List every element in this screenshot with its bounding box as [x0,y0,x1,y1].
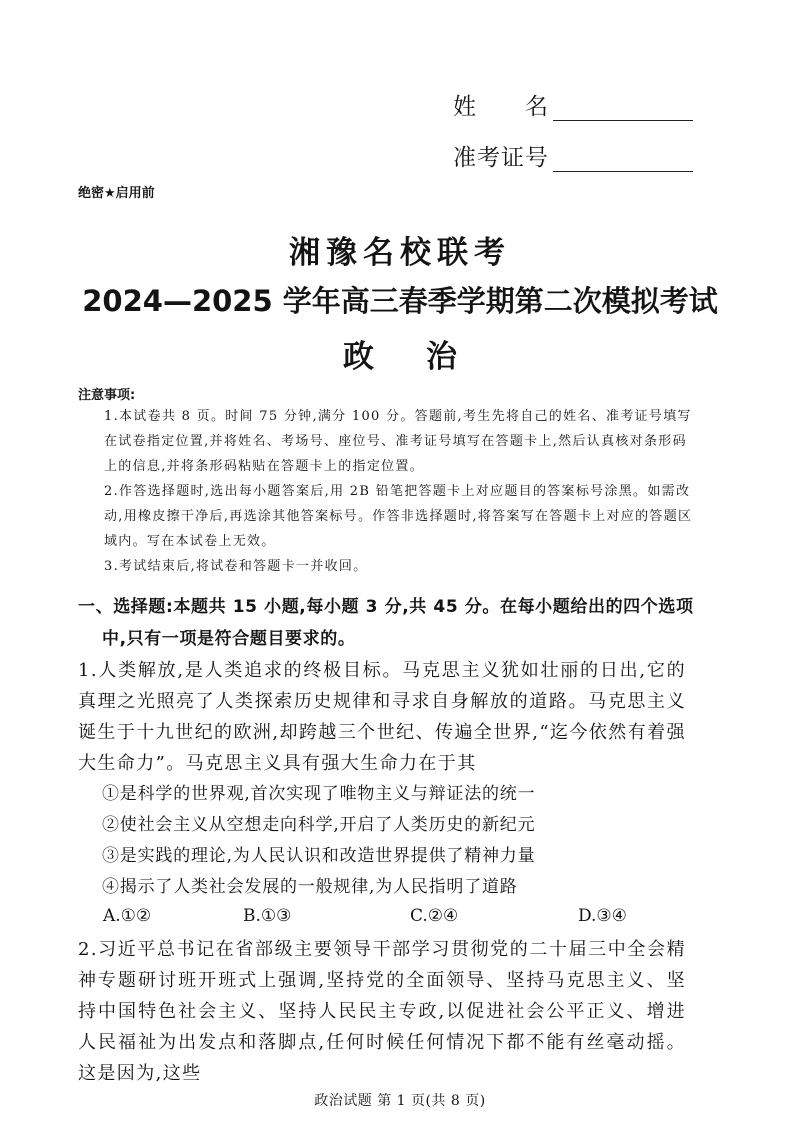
exam-id-underline [553,145,693,172]
name-field [453,88,693,121]
notice-list [104,404,700,579]
question-1-statement-1: ①是科学的世界观,首次实现了唯物主义与辩证法的统一 [102,784,536,804]
exam-id-label: 准考证号 [453,145,549,171]
notice-heading: 注意事项: [78,388,136,403]
question-1-statement-3: ③是实践的理论,为人民认识和改造世界提供了精神力量 [102,846,536,866]
notice-item-2: 2.作答选择题时,选出每小题答案后,用 2B 铅笔把答题卡上对应题目的答案标号涂黑。如需改动,用橡皮擦干净后,再选涂其他答案标号。作答非选择题时,将答案写在答题卡上对应的答题区域内。写在本试卷上无效。 [104,484,693,549]
section-heading-line2: 中,只有一项是符合题目要求的。 [102,629,356,649]
subject-title: 政治 [343,339,509,375]
question-1-choice-c: C.②④ [410,906,459,926]
question-1-choice-d: D.③④ [578,906,627,926]
question-1-statement-4: ④揭示了人类社会发展的一般规律,为人民指明了道路 [102,877,518,897]
question-1-choice-b: B.①③ [243,906,292,926]
exam-title: 2024—2025 学年高三春季学期第二次模拟考试 [82,284,718,318]
page-footer: 政治试题 第 1 页(共 8 页) [314,1093,486,1109]
name-label: 姓 名 [453,94,549,120]
name-underline [553,94,693,121]
confidential-mark: 绝密★启用前 [78,186,155,201]
question-1-choice-a: A.①② [103,906,152,926]
notice-item-3: 3.考试结束后,将试卷和答题卡一并收回。 [104,559,368,574]
exam-org-title: 湘豫名校联考 [289,235,511,271]
question-1-statement-2: ②使社会主义从空想走向科学,开启了人类历史的新纪元 [102,815,536,835]
question-1-stem: 1.人类解放,是人类追求的终极目标。马克思主义犹如壮丽的日出,它的真理之光照亮了人类探索历史规律和寻求自身解放的道路。马克思主义诞生于十九世纪的欧洲,却跨越三个世纪、传遍全世界,“迄今依然有着强大生命力”。马克思主义具有强大生命力在于其 [78,660,686,774]
section-heading-line1: 一、选择题:本题共 15 小题,每小题 3 分,共 45 分。在每小题给出的四个选项 [78,597,694,617]
notice-item-1: 1.本试卷共 8 页。时间 75 分钟,满分 100 分。答题前,考生先将自己的姓名、准考证号填写在试卷指定位置,并将姓名、考场号、座位号、准考证号填写在答题卡上,然后认真核对条形码上的信息,并将条形码粘贴在答题卡上的指定位置。 [104,409,692,474]
exam-id-field [453,139,693,172]
question-2-stem: 2.习近平总书记在省部级主要领导干部学习贯彻党的二十届三中全会精神专题研讨班开班式上强调,坚持党的全面领导、坚持马克思主义、坚持中国特色社会主义、坚持人民民主专政,以促进社会公平正义、增进人民福祉为出发点和落脚点,任何时候任何情况下都不能有丝毫动摇。这是因为,这些 [78,939,686,1084]
